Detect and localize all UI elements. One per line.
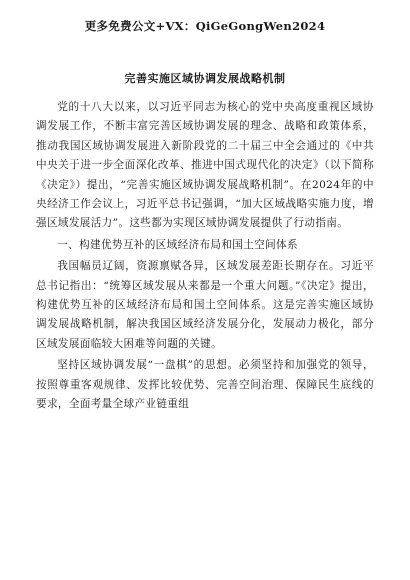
- paragraph: 坚持区域协调发展“一盘棋”的思想。必须坚持和加强党的领导，按照尊重客观规律、发挥比较优势、完善空间治理、保障民生底线的要求，全面考量全球产业链重组: [36, 359, 374, 411]
- paragraph-intro: 党的十八大以来，以习近平同志为核心的党中央高度重视区域协调发展工作，不断丰富完善区域协调发展的理念、战略和政策体系，推动我国区域协调发展进入新阶段党的二十届三中全会通过的《中共中央关于进一步全面深化改革、推进中国式现代化的决定》（以下简称《决定》）提出，“完善实施区域协调发展战略机制”。在2024年的中央经济工作会议上，习近平总书记强调，“加大区域战略实施力度，增强区域发展活力”。这些都为实现区域协调发展提供了行动指南。: [36, 101, 374, 230]
- paragraph: 我国幅员辽阔，资源禀赋各异，区域发展差距长期存在。习近平总书记指出：“统筹区域发展从来都是一个重大问题。”《决定》提出，构建优势互补的区域经济布局和国土空间体系。这是完善实施区域协调发展战略机制，解决我国区域经济发展分化，发展动力极化，部分区域发展面临较大困难等问题的关键。: [36, 260, 374, 350]
- document-title: 完善实施区域协调发展战略机制: [124, 72, 286, 85]
- watermark-header: 更多免费公文+VX：QiGeGongWen2024: [84, 19, 326, 33]
- document-body: [36, 98, 374, 417]
- section-heading: 一、构建优势互补的区域经济布局和国土空间体系: [57, 238, 298, 251]
